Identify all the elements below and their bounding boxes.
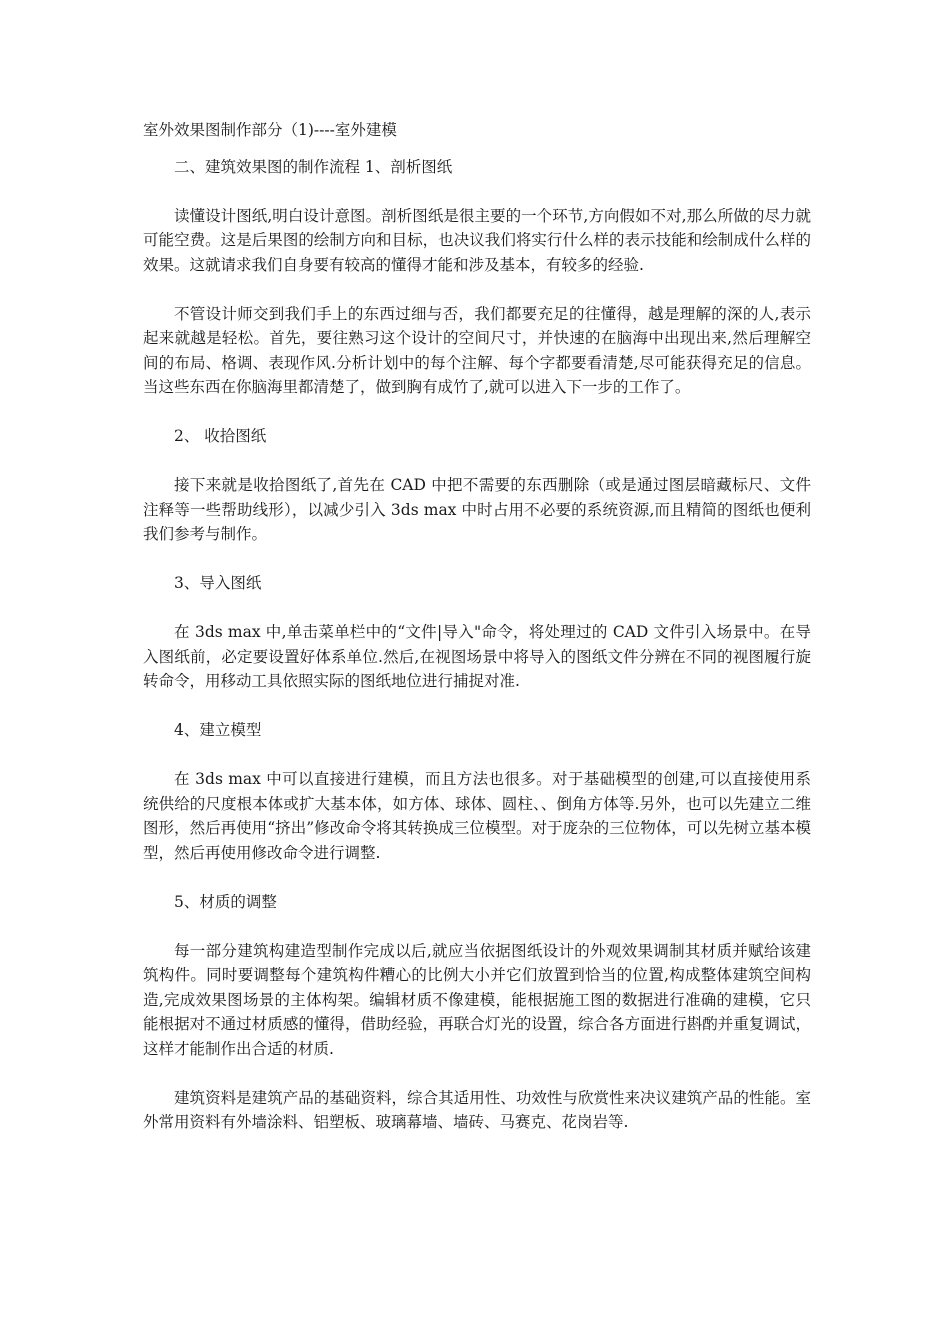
section-heading-analysis: 二、建筑效果图的制作流程 1、剖析图纸 (174, 157, 453, 176)
paragraph-import: 在 3ds max 中,单击菜单栏中的“文件|导入"命令，将处理过的 CAD 文件引入场景中。在导入图纸前，必定要设置好体系单位.然后,在视图场景中将导入的图纸文件分辨在不同的视图履行旋转命令，用移动工具依照实际的图纸地位进行捕捉对准. (143, 623, 811, 690)
paragraph-material-1: 每一部分建筑构建造型制作完成以后,就应当依据图纸设计的外观效果调制其材质并赋给该建筑构件。同时要调整每个建筑构件糟心的比例大小并它们放置到恰当的位置,构成整体建筑空间构造,完成效果图场景的主体构架。编辑材质不像建模，能根据施工图的数据进行准确的建模，它只能根据对不通过材质感的懂得，借助经验，再联合灯光的设置，综合各方面进行斟酌并重复调试，这样才能制作出合适的材质. (143, 941, 811, 1058)
paragraph-analysis-1: 读懂设计图纸,明白设计意图。剖析图纸是很主要的一个环节,方向假如不对,那么所做的尽力就可能空费。这是后果图的绘制方向和目标，也决议我们将实行什么样的表示技能和绘制成什么样的效果。这就请求我们自身要有较高的懂得才能和涉及基本，有较多的经验. (143, 206, 811, 274)
section-heading-material: 5、材质的调整 (174, 892, 277, 911)
document-page (143, 118, 811, 1159)
section-heading-model: 4、建立模型 (174, 721, 262, 739)
paragraph-model: 在 3ds max 中可以直接进行建模，而且方法也很多。对于基础模型的创建,可以直接使用系统供给的尺度根本体或扩大基本体，如方体、球体、圆柱、、倒角方体等.另外，也可以先建立二维图形，然后再使用“挤出”修改命令将其转换成三位模型。对于庞杂的三位物体，可以先树立基本模型，然后再使用修改命令进行调整. (143, 770, 811, 862)
document-title: 室外效果图制作部分（1)----室外建模 (143, 121, 397, 139)
paragraph-analysis-2: 不管设计师交到我们手上的东西过细与否，我们都要充足的往懂得，越是理解的深的人,表示起来就越是轻松。首先，要往熟习这个设计的空间尺寸，并快速的在脑海中出现出来,然后理解空间的布局、格调、表现作风.分析计划中的每个注解、每个字都要看清楚,尽可能获得充足的信息。当这些东西在你脑海里都清楚了，做到胸有成竹了,就可以进入下一步的工作了。 (143, 304, 811, 396)
paragraph-material-2: 建筑资料是建筑产品的基础资料，综合其适用性、功效性与欣赏性来决议建筑产品的性能。室外常用资料有外墙涂料、铝塑板、玻璃幕墙、墙砖、马赛克、花岗岩等. (143, 1088, 811, 1131)
section-heading-import: 3、导入图纸 (174, 574, 262, 592)
section-heading-organize: 2、 收拾图纸 (174, 427, 267, 445)
paragraph-organize: 接下来就是收拾图纸了,首先在 CAD 中把不需要的东西删除（或是通过图层暗藏标尺、文件注释等一些帮助线形），以减少引入 3ds max 中时占用不必要的系统资源,而且精简的图纸也便利我们参考与制作。 (143, 476, 811, 543)
